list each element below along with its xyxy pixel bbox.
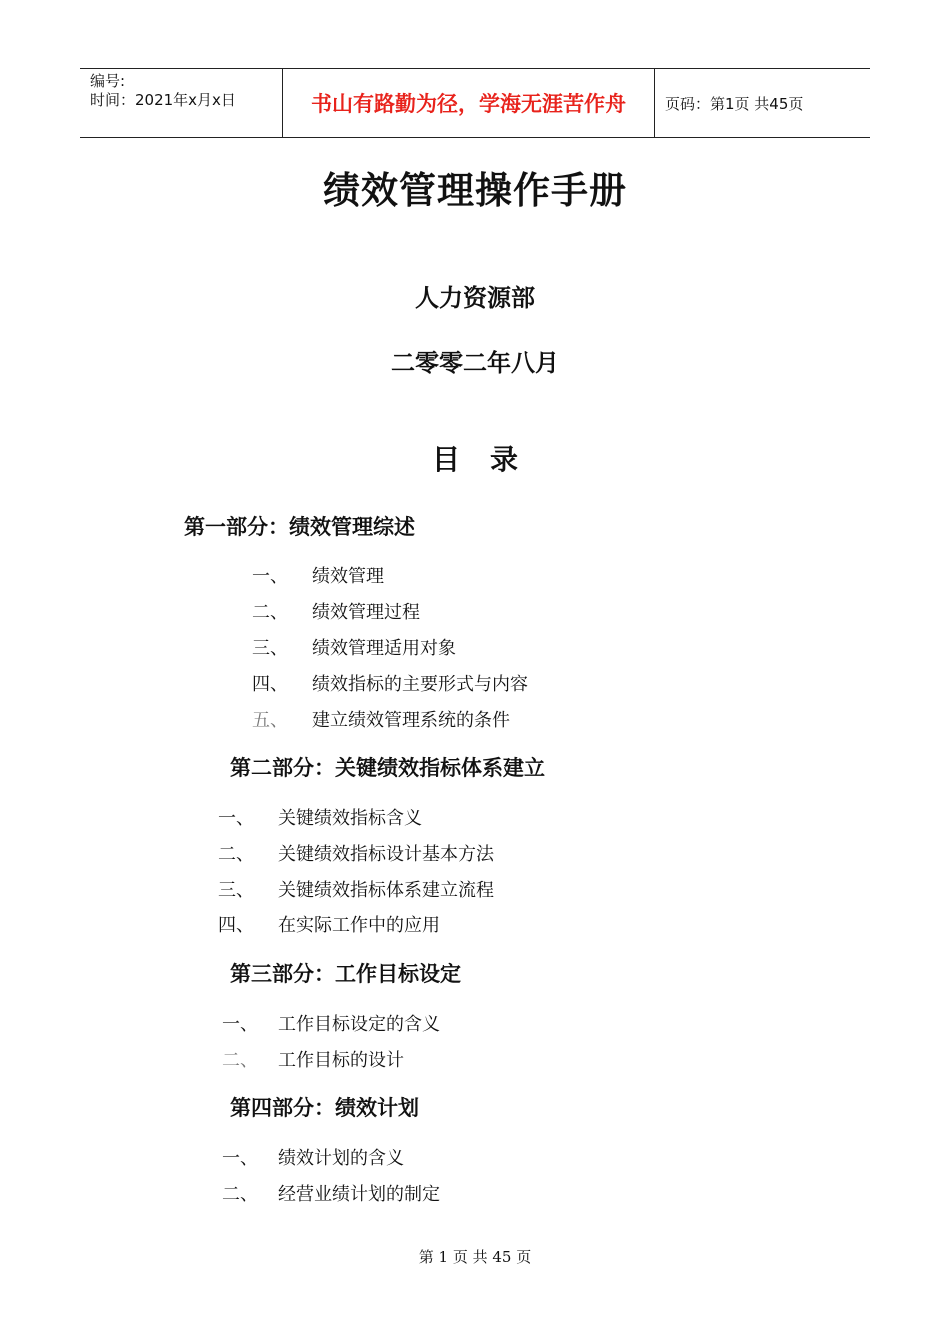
toc-item-number: 二、 <box>222 1050 258 1071</box>
toc-item[interactable]: 在实际工作中的应用 <box>278 915 440 936</box>
page-footer: 第 1 页 共 45 页 <box>418 1248 532 1266</box>
document-title: 绩效管理操作手册 <box>323 169 627 212</box>
page-header <box>80 68 870 138</box>
document-date: 二零零二年八月 <box>391 349 559 377</box>
toc-item-number: 二、 <box>218 844 254 865</box>
header-page-info: 页码：第1页 共45页 <box>665 94 804 113</box>
toc-part-3[interactable]: 第三部分：工作目标设定 <box>230 962 461 986</box>
toc-item[interactable]: 绩效指标的主要形式与内容 <box>312 674 528 695</box>
toc-item-number: 四、 <box>252 674 288 695</box>
toc-title: 目录 <box>431 443 548 476</box>
toc-item-number: 三、 <box>252 638 288 659</box>
toc-part-2[interactable]: 第二部分：关键绩效指标体系建立 <box>230 756 545 780</box>
toc-item[interactable]: 绩效管理 <box>312 566 384 587</box>
toc-part-1[interactable]: 第一部分：绩效管理综述 <box>184 515 415 539</box>
toc-item[interactable]: 工作目标的设计 <box>278 1050 404 1071</box>
header-meta <box>80 69 282 137</box>
toc-item-number: 四、 <box>218 915 254 936</box>
toc-item-number: 二、 <box>222 1184 258 1205</box>
department: 人力资源部 <box>415 284 535 312</box>
code-label: 编号: <box>90 72 126 90</box>
toc-item-number: 一、 <box>222 1148 258 1169</box>
toc-item[interactable]: 经营业绩计划的制定 <box>278 1184 440 1205</box>
toc-item[interactable]: 关键绩效指标体系建立流程 <box>278 880 494 901</box>
toc-part-4[interactable]: 第四部分：绩效计划 <box>230 1096 419 1120</box>
toc-item[interactable]: 关键绩效指标含义 <box>278 808 422 829</box>
time-label: 时间：2021年x月x日 <box>90 91 236 109</box>
toc-item[interactable]: 工作目标设定的含义 <box>278 1014 440 1035</box>
toc-item[interactable]: 绩效计划的含义 <box>278 1148 404 1169</box>
toc-item-number: 一、 <box>218 808 254 829</box>
toc-item[interactable]: 关键绩效指标设计基本方法 <box>278 844 494 865</box>
toc-item-number: 五、 <box>252 710 288 731</box>
toc-item-number: 二、 <box>252 602 288 623</box>
header-motto: 书山有路勤为径，学海无涯苦作舟 <box>282 69 655 137</box>
toc-item-number: 一、 <box>252 566 288 587</box>
toc-item[interactable]: 绩效管理适用对象 <box>312 638 456 659</box>
toc-item[interactable]: 绩效管理过程 <box>312 602 420 623</box>
toc-item-number: 一、 <box>222 1014 258 1035</box>
toc-item[interactable]: 建立绩效管理系统的条件 <box>312 710 510 731</box>
toc-item-number: 三、 <box>218 880 254 901</box>
